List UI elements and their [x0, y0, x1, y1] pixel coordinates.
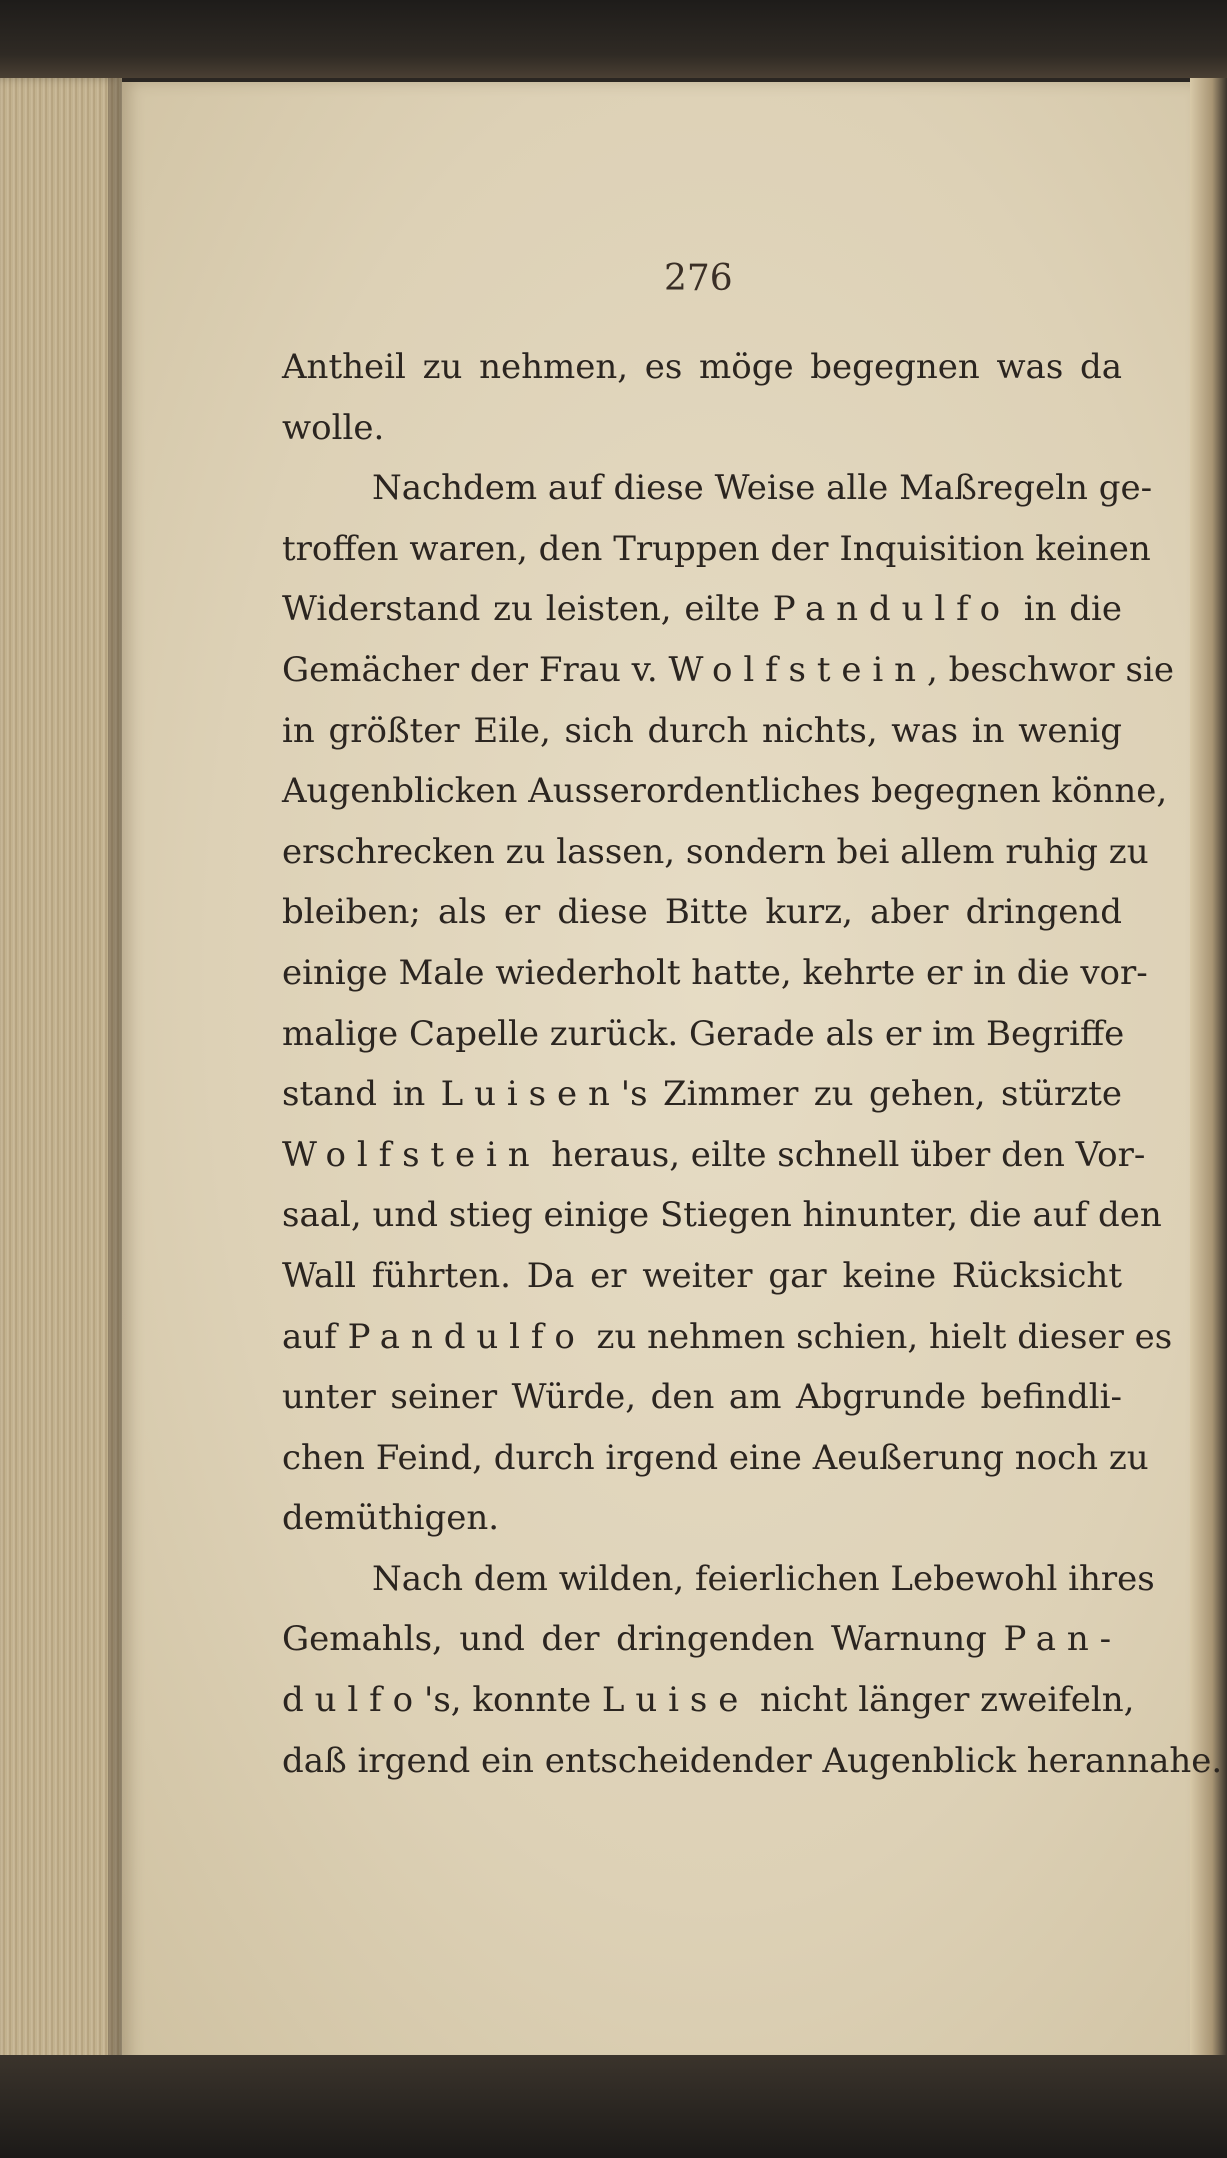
scanner-bottom-band [0, 2055, 1227, 2158]
text-line [282, 1004, 1125, 1065]
text-run: auf [282, 1316, 348, 1357]
spaced-name: Luise [601, 1680, 750, 1721]
text-run: saal, und stieg einige Stiegen hinunter, die auf den [282, 1195, 1162, 1236]
text-run: Wall führten. Da er weiter gar keine Rücksicht [282, 1255, 1122, 1296]
text-run: Antheil zu nehmen, es möge begegnen was da [282, 347, 1122, 387]
text-run: in größter Eile, sich durch nichts, was in wenig [282, 710, 1122, 751]
text-run: demüthigen. [282, 1498, 500, 1539]
spaced-name: dulfo [282, 1680, 424, 1721]
spaced-name: Pan- [1003, 1619, 1122, 1660]
text-run: wolle. [282, 407, 385, 448]
text-line [282, 1731, 1223, 1792]
text-run: einige Male wiederholt hatte, kehrte er in die vor- [282, 952, 1148, 993]
text-run: stand in [282, 1074, 441, 1115]
text-run: , beschwor sie [926, 649, 1174, 690]
paragraph [282, 1549, 1223, 1791]
book-page-edges [0, 78, 122, 2068]
scanner-top-band [0, 0, 1227, 78]
text-run: Augenblicken Ausserordentliches begegnen könne, [282, 771, 1168, 812]
text-line [282, 1125, 1146, 1186]
text-line [282, 1185, 1162, 1246]
text-line [282, 882, 1122, 943]
text-run: Nach dem wilden, feierlichen Lebewohl ihres [372, 1558, 1155, 1599]
text-run: heraus, eilte schnell über den Vor- [540, 1134, 1146, 1175]
spaced-name: Pandulfo [347, 1316, 586, 1357]
text-line [282, 1670, 1135, 1731]
text-line [282, 1246, 1122, 1307]
text-line [282, 519, 1151, 580]
text-run: nicht länger zweifeln, [749, 1680, 1135, 1721]
text-run: bleiben; als er diese Bitte kurz, aber dringend [282, 892, 1122, 933]
text-line [282, 640, 1174, 701]
paragraph [282, 337, 1122, 458]
text-run: Nachdem auf diese Weise alle Maßregeln ge- [372, 468, 1153, 509]
body-text [282, 337, 1223, 1791]
text-run: malige Capelle zurück. Gerade als er im Begriffe [282, 1013, 1125, 1054]
text-line [282, 1367, 1122, 1428]
text-line [282, 579, 1122, 640]
text-line [282, 1549, 1155, 1610]
text-line [282, 822, 1149, 883]
text-line [282, 458, 1153, 519]
text-line [282, 1488, 1122, 1549]
text-run: Gemahls, und der dringenden Warnung [282, 1619, 1004, 1660]
text-run: chen Feind, durch irgend eine Aeußerung noch zu [282, 1437, 1149, 1478]
text-line [282, 1428, 1149, 1489]
text-run: Gemächer der Frau v. [282, 649, 669, 690]
text-line [282, 398, 1122, 459]
text-line [282, 701, 1122, 762]
spaced-name: Pandulfo [772, 589, 1011, 630]
text-run: daß irgend ein entscheidender Augenblick herannahe. [282, 1740, 1223, 1781]
text-run: in die [1010, 589, 1122, 630]
spaced-name: Luisen [440, 1074, 621, 1115]
text-run: 's Zimmer zu gehen, stürzte [620, 1074, 1122, 1115]
text-run: unter seiner Würde, den am Abgrunde befindli- [282, 1377, 1122, 1418]
text-run: troffen waren, den Truppen der Inquisition keinen [282, 528, 1151, 569]
text-run: erschrecken zu lassen, sondern bei allem ruhig zu [282, 831, 1149, 872]
text-line [282, 761, 1168, 822]
text-run: 's, konnte [424, 1680, 602, 1721]
text-line [282, 337, 1122, 398]
text-line [282, 1064, 1122, 1125]
text-line [282, 1609, 1122, 1670]
text-line [282, 943, 1148, 1004]
spaced-name: Wolfstein [668, 649, 927, 690]
page-number: 276 [664, 258, 733, 299]
text-run: Widerstand zu leisten, eilte [282, 589, 773, 630]
spaced-name: Wolfstein [282, 1134, 541, 1175]
text-line [282, 1307, 1173, 1368]
text-run: zu nehmen schien, hielt dieser es [585, 1316, 1173, 1357]
paragraph [282, 458, 1174, 1549]
